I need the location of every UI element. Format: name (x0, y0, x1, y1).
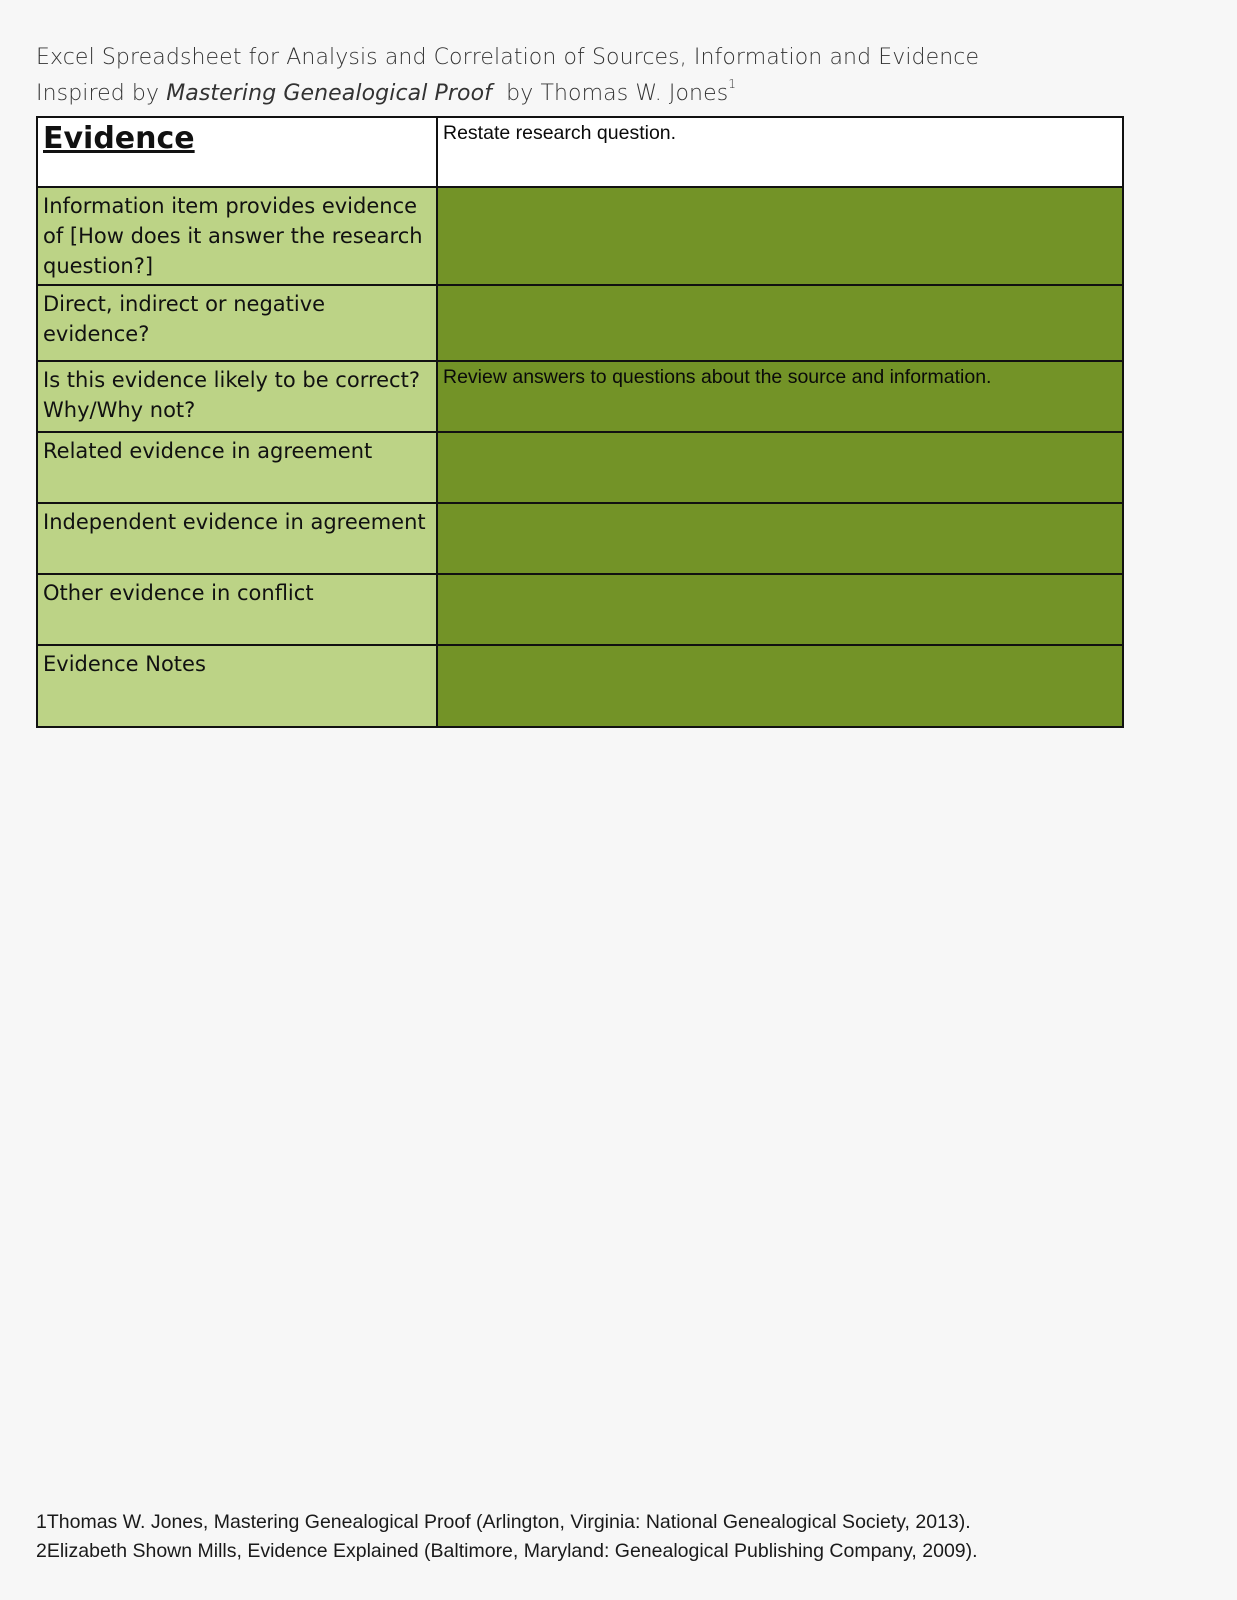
row-value-cell[interactable] (437, 432, 1123, 503)
book-title: Mastering Genealogical Proof (166, 81, 492, 106)
row-label: Related evidence in agreement (37, 432, 437, 503)
subtitle-author: by Thomas W. Jones (492, 81, 729, 106)
research-question-cell[interactable]: Restate research question. (437, 117, 1123, 187)
row-value-cell[interactable] (437, 503, 1123, 574)
table-row (37, 432, 1123, 503)
footnotes (36, 1508, 1216, 1566)
row-label: Information item provides evidence of [How does it answer the research question?] (37, 187, 437, 285)
footnote-marker: 1 (728, 77, 737, 91)
footnote-2: 2Elizabeth Shown Mills, Evidence Explained (Baltimore, Maryland: Genealogical Publishing Company, 2009). (36, 1540, 978, 1562)
row-value-cell[interactable] (437, 645, 1123, 727)
table-row (37, 361, 1123, 432)
table-row (37, 503, 1123, 574)
row-label: Is this evidence likely to be correct? Why/Why not? (37, 361, 437, 432)
evidence-table (36, 116, 1124, 728)
row-label: Other evidence in conflict (37, 574, 437, 645)
table-row (37, 645, 1123, 727)
table-row (37, 574, 1123, 645)
document-header (36, 40, 1136, 112)
header-title: Excel Spreadsheet for Analysis and Correlation of Sources, Information and Evidence (36, 45, 980, 70)
footnote-1: 1Thomas W. Jones, Mastering Genealogical Proof (Arlington, Virginia: National Genealogical Society, 2013). (36, 1511, 971, 1533)
row-label: Direct, indirect or negative evidence? (37, 285, 437, 361)
evidence-heading: Evidence (37, 117, 437, 187)
row-value-cell[interactable] (437, 574, 1123, 645)
table-header-row (37, 117, 1123, 187)
subtitle-prefix: Inspired by (36, 81, 167, 106)
header-subtitle (36, 76, 1136, 112)
row-value-cell[interactable]: Review answers to questions about the source and information. (437, 361, 1123, 432)
row-label: Independent evidence in agreement (37, 503, 437, 574)
table-row (37, 187, 1123, 285)
row-value-cell[interactable] (437, 285, 1123, 361)
row-label: Evidence Notes (37, 645, 437, 727)
row-value-cell[interactable] (437, 187, 1123, 285)
table-row (37, 285, 1123, 361)
